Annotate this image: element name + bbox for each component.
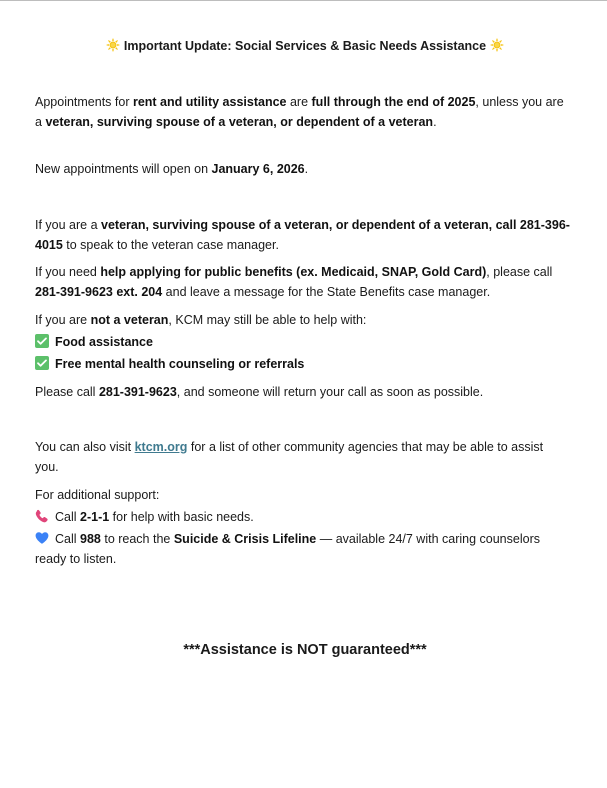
text: If you are a [35, 218, 102, 232]
phone-number: 988 [80, 532, 101, 546]
sun-icon [106, 38, 120, 52]
phone-icon [35, 509, 49, 523]
main-phone: 281-391-9623 [98, 385, 177, 399]
text: for help with basic needs. [109, 510, 254, 524]
text: to speak to the veteran case manager. [62, 238, 279, 252]
text: , KCM may still be able to help with: [168, 313, 367, 327]
service-label: Free mental health counseling or referrals [55, 357, 305, 371]
veteran-contact [35, 215, 570, 255]
text: — available 24/7 with caring counselors ready to listen. [35, 532, 540, 566]
text: , unless you are a [35, 95, 564, 129]
text: . [433, 115, 437, 129]
sun-icon [490, 38, 504, 52]
benefits-phone: 281-391-9623 ext. 204 [35, 285, 163, 299]
text: If you need [35, 265, 101, 279]
lifeline-name: Suicide & Crisis Lifeline [173, 532, 317, 546]
text: are [286, 95, 312, 109]
service-item [35, 354, 570, 374]
emphasis: rent and utility assistance [132, 95, 287, 109]
text: Appointments for [35, 95, 133, 109]
emphasis: full through the end of 2025 [311, 95, 476, 109]
support-heading: For additional support: [35, 488, 160, 502]
text: Call [55, 532, 81, 546]
support-item-988 [35, 529, 570, 569]
text: , and someone will return your call as soon as possible. [176, 385, 484, 399]
phone-number: 2-1-1 [80, 510, 110, 524]
emphasis: help applying for public benefits (ex. Medicaid, SNAP, Gold Card) [100, 265, 487, 279]
text: , please call [486, 265, 553, 279]
text: Call [55, 510, 81, 524]
page-title [35, 37, 575, 55]
text: You can also visit [35, 440, 135, 454]
text: New appointments will open on [35, 162, 212, 176]
date: January 6, 2026 [211, 162, 305, 176]
text: to reach the [100, 532, 174, 546]
text: . [304, 162, 309, 176]
emphasis: veteran, surviving spouse of a veteran, or dependent of a veteran [45, 115, 434, 129]
callback-notice [35, 382, 570, 402]
title-text: Important Update: Social Services & Basic Needs Assistance [123, 39, 487, 53]
check-mark-icon [35, 356, 49, 370]
blue-heart-icon [35, 531, 49, 545]
veteran-phone: veteran, surviving spouse of a veteran, or dependent of a veteran, call 281-396-4015 [35, 218, 570, 252]
emphasis: not a veteran [90, 313, 169, 327]
website-notice [35, 437, 570, 477]
top-border [0, 0, 607, 1]
rent-utility-notice [35, 92, 570, 132]
disclaimer: ***Assistance is NOT guaranteed*** [183, 642, 427, 658]
support-item-211 [35, 507, 570, 527]
check-mark-icon [35, 334, 49, 348]
text: Please call [35, 385, 99, 399]
public-benefits-contact [35, 262, 570, 302]
non-veteran-intro [35, 310, 570, 330]
text: If you are [35, 313, 91, 327]
text: for a list of other community agencies that may be able to assist you. [35, 440, 544, 474]
website-link[interactable]: ktcm.org [134, 440, 188, 454]
service-label: Food assistance [55, 335, 153, 349]
service-item [35, 332, 570, 352]
new-appointments-notice [35, 159, 570, 179]
text: and leave a message for the State Benefits case manager. [162, 285, 491, 299]
